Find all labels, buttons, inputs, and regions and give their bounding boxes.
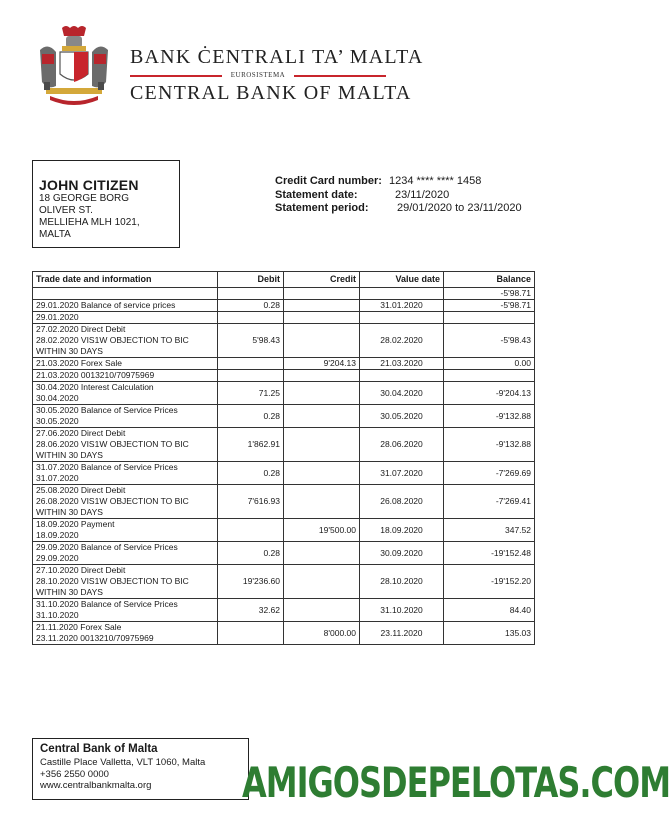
cell-balance: -9'132.88 bbox=[444, 428, 535, 462]
address-line: MELLIEHA MLH 1021, bbox=[39, 217, 140, 228]
cell-debit: 1'862.91 bbox=[218, 428, 284, 462]
cell-debit: 5'98.43 bbox=[218, 324, 284, 358]
cell-value-date: 21.03.2020 bbox=[360, 358, 444, 370]
col-header-balance: Balance bbox=[444, 272, 535, 288]
statement-info bbox=[275, 175, 522, 216]
info-line: 21.11.2020 Forex Sale bbox=[36, 622, 122, 632]
footer-website: www.centralbankmalta.org bbox=[40, 780, 152, 791]
statement-date-value: 23/11/2020 bbox=[395, 188, 450, 201]
info-line: 18.09.2020 Payment bbox=[36, 519, 115, 529]
table-row bbox=[33, 622, 535, 645]
cell-credit: 19'500.00 bbox=[284, 519, 360, 542]
table-row bbox=[33, 565, 535, 599]
table-row bbox=[33, 485, 535, 519]
cell-debit bbox=[218, 519, 284, 542]
cell-info bbox=[33, 288, 218, 300]
table-row bbox=[33, 428, 535, 462]
table-row bbox=[33, 519, 535, 542]
info-line: 31.10.2020 bbox=[36, 610, 79, 620]
info-line: 30.05.2020 bbox=[36, 416, 79, 426]
cell-info bbox=[33, 370, 218, 382]
col-header-value-date: Value date bbox=[360, 272, 444, 288]
cell-balance: 84.40 bbox=[444, 599, 535, 622]
info-line: 31.07.2020 Balance of Service Prices bbox=[36, 462, 178, 472]
customer-address-box bbox=[32, 160, 180, 248]
cell-info bbox=[33, 542, 218, 565]
cell-debit: 0.28 bbox=[218, 462, 284, 485]
statement-date-row bbox=[275, 189, 522, 203]
cell-credit bbox=[284, 565, 360, 599]
cell-balance: -5'98.71 bbox=[444, 288, 535, 300]
info-line: 27.10.2020 Direct Debit bbox=[36, 565, 126, 575]
statement-period-value: 29/01/2020 to 23/11/2020 bbox=[397, 202, 522, 214]
table-row bbox=[33, 312, 535, 324]
cell-value-date: 30.09.2020 bbox=[360, 542, 444, 565]
info-line: 23.11.2020 0013210/70975969 bbox=[36, 633, 154, 643]
table-row bbox=[33, 300, 535, 312]
table-row bbox=[33, 358, 535, 370]
cell-credit bbox=[284, 324, 360, 358]
card-number-label: Credit Card number: bbox=[275, 175, 382, 187]
footer-bank-name: Central Bank of Malta bbox=[40, 743, 158, 755]
cell-info bbox=[33, 312, 218, 324]
table-body bbox=[33, 288, 535, 645]
info-line: 25.08.2020 Direct Debit bbox=[36, 485, 126, 495]
cell-credit bbox=[284, 382, 360, 405]
col-header-credit: Credit bbox=[284, 272, 360, 288]
info-line: 28.06.2020 VIS1W OBJECTION TO BIC bbox=[36, 439, 189, 449]
cell-balance: -9'204.13 bbox=[444, 382, 535, 405]
cell-value-date: 30.04.2020 bbox=[360, 382, 444, 405]
footer-contact-box bbox=[32, 738, 249, 800]
cell-credit bbox=[284, 405, 360, 428]
table-row bbox=[33, 288, 535, 300]
cell-info bbox=[33, 300, 218, 312]
table-header-row bbox=[33, 272, 535, 288]
statement-date-label: Statement date: bbox=[275, 188, 358, 201]
cell-info bbox=[33, 599, 218, 622]
cell-credit: 8'000.00 bbox=[284, 622, 360, 645]
statement-period-label: Statement period: bbox=[275, 202, 369, 214]
cell-debit bbox=[218, 622, 284, 645]
cell-info bbox=[33, 324, 218, 358]
info-line: 21.03.2020 Forex Sale bbox=[36, 358, 123, 368]
cell-credit bbox=[284, 599, 360, 622]
cell-value-date: 28.06.2020 bbox=[360, 428, 444, 462]
table-row bbox=[33, 542, 535, 565]
cell-credit bbox=[284, 428, 360, 462]
customer-name: JOHN CITIZEN bbox=[39, 177, 139, 193]
cell-value-date: 31.07.2020 bbox=[360, 462, 444, 485]
table-row bbox=[33, 382, 535, 405]
cell-debit bbox=[218, 358, 284, 370]
info-line: 28.02.2020 VIS1W OBJECTION TO BIC bbox=[36, 335, 189, 345]
table-row bbox=[33, 370, 535, 382]
cell-value-date: 23.11.2020 bbox=[360, 622, 444, 645]
info-line: 29.01.2020 Balance of service prices bbox=[36, 300, 176, 310]
cell-credit bbox=[284, 300, 360, 312]
cell-balance: -5'98.43 bbox=[444, 324, 535, 358]
cell-credit bbox=[284, 312, 360, 324]
info-line: 30.05.2020 Balance of Service Prices bbox=[36, 405, 178, 415]
address-line: OLIVER ST. bbox=[39, 205, 93, 216]
cell-balance: -9'132.88 bbox=[444, 405, 535, 428]
cell-balance: -7'269.69 bbox=[444, 462, 535, 485]
cell-value-date: 18.09.2020 bbox=[360, 519, 444, 542]
cell-info bbox=[33, 428, 218, 462]
statement-table bbox=[32, 271, 535, 645]
cell-info bbox=[33, 485, 218, 519]
cell-value-date: 28.10.2020 bbox=[360, 565, 444, 599]
cell-info bbox=[33, 358, 218, 370]
cell-info bbox=[33, 622, 218, 645]
info-line: 30.04.2020 Interest Calculation bbox=[36, 382, 154, 392]
cell-balance: -7'269.41 bbox=[444, 485, 535, 519]
info-line: 29.09.2020 bbox=[36, 553, 79, 563]
info-line: WITHIN 30 DAYS bbox=[36, 346, 103, 356]
card-number-value: 1234 **** **** 1458 bbox=[389, 175, 482, 187]
bank-name-english: CENTRAL BANK OF MALTA bbox=[130, 82, 412, 104]
cell-value-date: 31.01.2020 bbox=[360, 300, 444, 312]
card-number-row bbox=[275, 175, 522, 189]
table-row bbox=[33, 405, 535, 428]
cell-credit bbox=[284, 288, 360, 300]
bank-name-maltese: BANK ĊENTRALI TA’ MALTA bbox=[130, 46, 424, 68]
cell-debit bbox=[218, 288, 284, 300]
cell-balance: -19'152.20 bbox=[444, 565, 535, 599]
info-line: WITHIN 30 DAYS bbox=[36, 587, 103, 597]
col-header-info: Trade date and information bbox=[33, 272, 218, 288]
cell-credit: 9'204.13 bbox=[284, 358, 360, 370]
footer-phone: +356 2550 0000 bbox=[40, 768, 109, 780]
info-line: 31.07.2020 bbox=[36, 473, 79, 483]
address-line: MALTA bbox=[39, 229, 71, 240]
eurosystem-label: EUROSISTEMA bbox=[230, 71, 286, 79]
cell-debit: 19'236.60 bbox=[218, 565, 284, 599]
cell-info bbox=[33, 462, 218, 485]
cell-debit bbox=[218, 312, 284, 324]
info-line: 31.10.2020 Balance of Service Prices bbox=[36, 599, 178, 609]
cell-info bbox=[33, 565, 218, 599]
info-line: 26.08.2020 VIS1W OBJECTION TO BIC bbox=[36, 496, 189, 506]
statement-period-row bbox=[275, 202, 522, 216]
cell-value-date bbox=[360, 370, 444, 382]
table-row bbox=[33, 599, 535, 622]
cell-debit: 0.28 bbox=[218, 542, 284, 565]
cell-value-date: 26.08.2020 bbox=[360, 485, 444, 519]
info-line: 28.10.2020 VIS1W OBJECTION TO BIC bbox=[36, 576, 189, 586]
cell-debit: 0.28 bbox=[218, 300, 284, 312]
cell-balance: 0.00 bbox=[444, 358, 535, 370]
cell-balance: -5'98.71 bbox=[444, 300, 535, 312]
col-header-debit: Debit bbox=[218, 272, 284, 288]
cell-info bbox=[33, 405, 218, 428]
table-row bbox=[33, 324, 535, 358]
info-line: WITHIN 30 DAYS bbox=[36, 507, 103, 517]
footer-address: Castille Place Valletta, VLT 1060, Malta bbox=[40, 757, 206, 768]
cell-credit bbox=[284, 485, 360, 519]
cell-balance bbox=[444, 370, 535, 382]
cell-balance: 347.52 bbox=[444, 519, 535, 542]
cell-debit: 71.25 bbox=[218, 382, 284, 405]
cell-balance bbox=[444, 312, 535, 324]
cell-value-date bbox=[360, 288, 444, 300]
info-line: 29.01.2020 bbox=[36, 312, 79, 322]
cell-credit bbox=[284, 370, 360, 382]
cell-credit bbox=[284, 542, 360, 565]
info-line: 29.09.2020 Balance of Service Prices bbox=[36, 542, 178, 552]
info-line: 27.06.2020 Direct Debit bbox=[36, 428, 126, 438]
info-line: 30.04.2020 bbox=[36, 393, 79, 403]
cell-info bbox=[33, 382, 218, 405]
cell-balance: -19'152.48 bbox=[444, 542, 535, 565]
table-row bbox=[33, 462, 535, 485]
info-line: WITHIN 30 DAYS bbox=[36, 450, 103, 460]
cell-value-date bbox=[360, 312, 444, 324]
bank-crest-logo bbox=[32, 24, 116, 108]
info-line: 27.02.2020 Direct Debit bbox=[36, 324, 126, 334]
cell-value-date: 31.10.2020 bbox=[360, 599, 444, 622]
cell-debit: 0.28 bbox=[218, 405, 284, 428]
cell-value-date: 28.02.2020 bbox=[360, 324, 444, 358]
cell-debit: 32.62 bbox=[218, 599, 284, 622]
address-line: 18 GEORGE BORG bbox=[39, 193, 130, 204]
cell-debit: 7'616.93 bbox=[218, 485, 284, 519]
cell-info bbox=[33, 519, 218, 542]
cell-balance: 135.03 bbox=[444, 622, 535, 645]
info-line: 21.03.2020 0013210/70975969 bbox=[36, 370, 155, 380]
cell-debit bbox=[218, 370, 284, 382]
eurosystem-divider bbox=[130, 71, 386, 81]
info-line: 18.09.2020 bbox=[36, 530, 79, 540]
watermark: AMIGOSDEPELOTAS.COM bbox=[242, 758, 670, 808]
cell-value-date: 30.05.2020 bbox=[360, 405, 444, 428]
cell-credit bbox=[284, 462, 360, 485]
